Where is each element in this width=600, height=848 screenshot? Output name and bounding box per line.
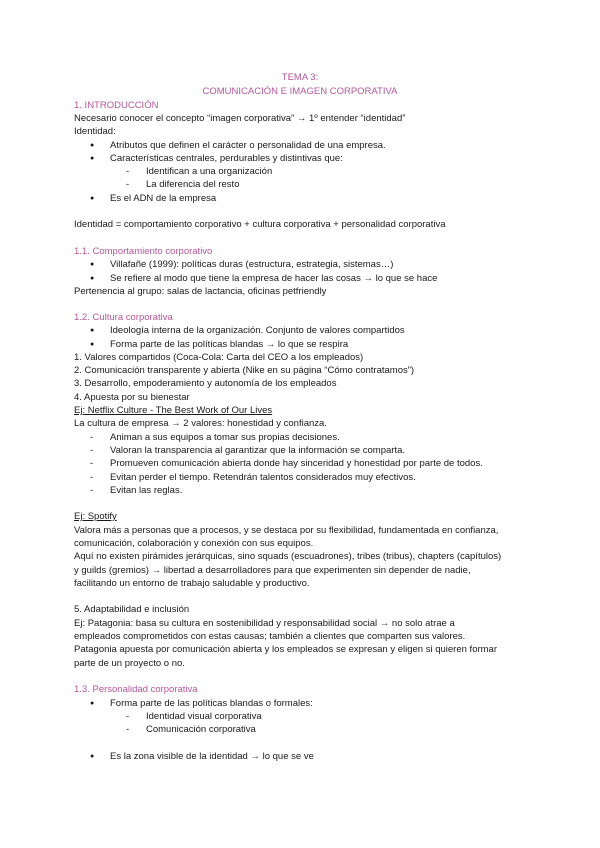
dash-item: - Evitan perder el tiempo. Retendrán talentos considerados muy efectivos. [110, 472, 416, 484]
paragraph: Necesario conocer el concepto “imagen corporativa” → 1º entender “identidad” [74, 113, 406, 124]
dash-item: - Identifican a una organización [146, 166, 272, 178]
bullet-item: ● Es el ADN de la empresa [110, 193, 216, 205]
numbered-item: 2. Comunicación transparente y abierta (Nike en su página “Cómo contratamos”) [74, 365, 415, 376]
dash-item: - Comunicación corporativa [146, 724, 256, 736]
paragraph: Patagonia apuesta por comunicación abierta y los empleados se expresan y eligen si quieren formar [74, 644, 497, 655]
bullet-item: ● Forma parte de las políticas blandas → lo que se respira [110, 339, 348, 351]
dash-item: - Animan a sus equipos a tomar sus propias decisiones. [110, 432, 340, 444]
paragraph: empleados comprometidos con estas causas; también a clientes que comparten sus valores. [74, 631, 466, 642]
numbered-item: 3. Desarrollo, empoderamiento y autonomía de los empleados [74, 378, 337, 389]
paragraph: parte de un proyecto o no. [74, 658, 185, 669]
dash-item: - Valoran la transparencia al garantizar que la información se comparta. [110, 445, 405, 457]
dash-item: - Promueven comunicación abierta donde hay sinceridad y honestidad por parte de todos. [110, 458, 483, 470]
bullet-item: ● Villafañe (1999): políticas duras (estructura, estrategia, sistemas…) [110, 259, 393, 271]
paragraph: Ej: Patagonia: basa su cultura en sostenibilidad y responsabilidad social → no solo atrae a [74, 618, 455, 629]
section-1-3-heading: 1.3. Personalidad corporativa [74, 684, 198, 695]
paragraph: Pertenencia al grupo: salas de lactancia, oficinas petfriendly [74, 286, 327, 297]
bullet-item: ● Atributos que definen el carácter o personalidad de una empresa. [110, 140, 386, 152]
paragraph: La cultura de empresa → 2 valores: honestidad y confianza. [74, 418, 327, 429]
title-line-2: COMUNICACIÓN E IMAGEN CORPORATIVA [202, 86, 398, 97]
example-spotify: Ej: Spotify [74, 511, 117, 522]
paragraph: y guilds (gremios) → libertad a desarrolladores para que experimenten sin depender de nadie, [74, 565, 471, 576]
paragraph: comunicación, colaboración y conexión con sus equipos. [74, 538, 314, 549]
paragraph: Aquí no existen pirámides jerárquicas, sino squads (escuadrones), tribes (tribus), chapters (capítulos) [74, 551, 502, 562]
numbered-item: 1. Valores compartidos (Coca-Cola: Carta del CEO a los empleados) [74, 352, 364, 363]
bullet-item: ● Es la zona visible de la identidad → lo que se ve [110, 751, 314, 763]
section-1-heading: 1. INTRODUCCIÓN [74, 100, 159, 111]
numbered-item: 5. Adaptabilidad e inclusión [74, 604, 190, 615]
dash-item: - Evitan las reglas. [110, 485, 182, 497]
title-line-1: TEMA 3: [281, 72, 319, 83]
bullet-item: ● Ideología interna de la organización. Conjunto de valores compartidos [110, 325, 405, 337]
bullet-item: ● Características centrales, perdurables y distintivas que: [110, 153, 343, 165]
numbered-item: 4. Apuesta por su bienestar [74, 392, 190, 403]
paragraph: Identidad: [74, 126, 116, 137]
paragraph: facilitando un entorno de trabajo saludable y productivo. [74, 578, 310, 589]
paragraph: Valora más a personas que a procesos, y se destaca por su flexibilidad, fundamentada en confianza, [74, 525, 499, 536]
section-1-1-heading: 1.1. Comportamiento corporativo [74, 246, 213, 257]
bullet-item: ● Se refiere al modo que tiene la empresa de hacer las cosas → lo que se hace [110, 273, 437, 285]
dash-item: - La diferencia del resto [146, 179, 239, 191]
example-netflix: Ej: Netflix Culture - The Best Work of Our Lives [74, 405, 273, 416]
dash-item: - Identidad visual corporativa [146, 711, 262, 723]
bullet-item: ● Forma parte de las políticas blandas o formales: [110, 698, 313, 710]
identity-formula: Identidad = comportamiento corporativo + cultura corporativa + personalidad corporativa [74, 219, 446, 230]
section-1-2-heading: 1.2. Cultura corporativa [74, 312, 173, 323]
